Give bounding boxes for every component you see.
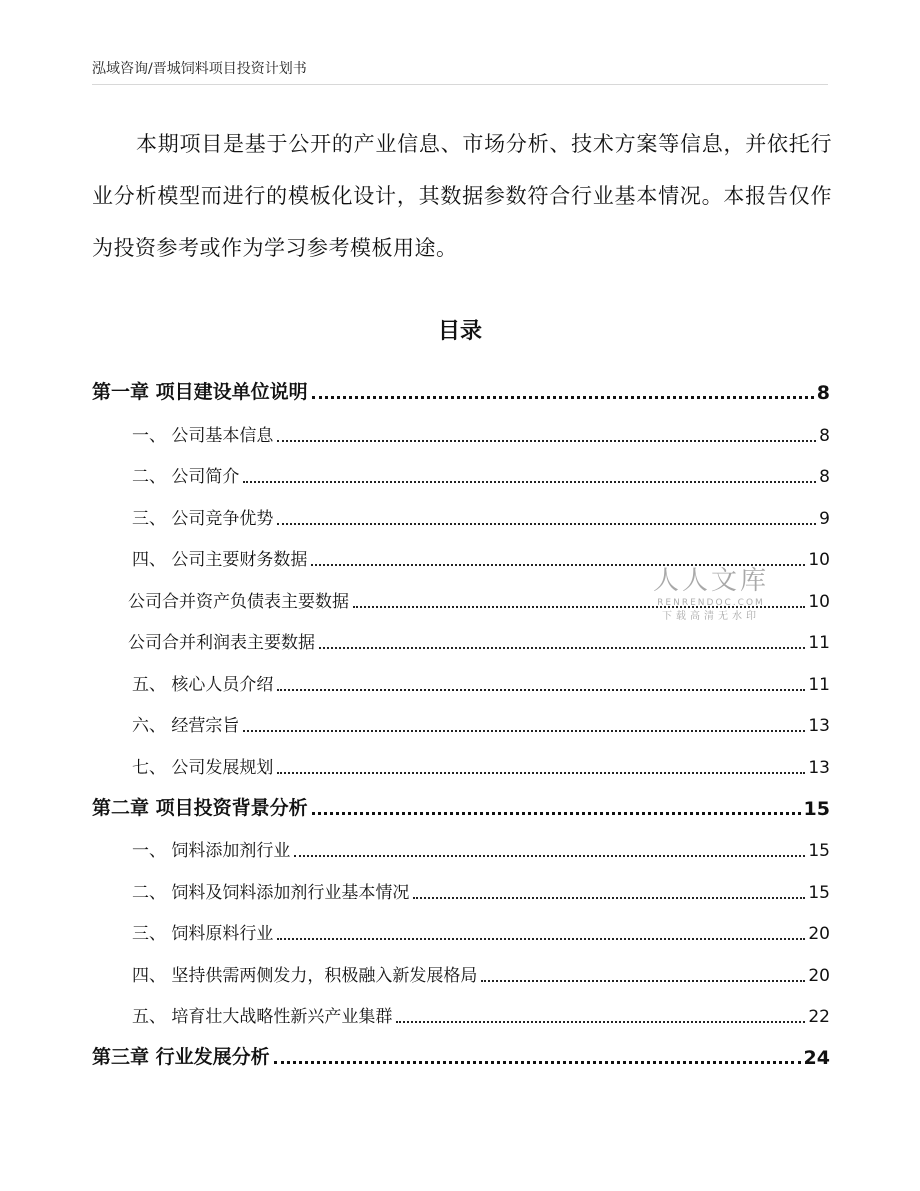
toc-leader-dots — [312, 812, 801, 815]
toc-page-number: 15 — [803, 797, 830, 820]
toc-entry-label: 二、 公司简介 — [132, 467, 240, 487]
toc-leader-dots — [353, 606, 805, 608]
toc-entry[interactable] — [92, 616, 830, 658]
toc-page-number: 20 — [808, 965, 830, 986]
toc-entry-label: 公司合并利润表主要数据 — [128, 633, 315, 653]
toc-entry-label: 四、 坚持供需两侧发力，积极融入新发展格局 — [132, 965, 478, 986]
toc-leader-dots — [243, 730, 805, 732]
toc-leader-dots — [413, 897, 805, 899]
toc-entry-label: 三、 饲料原料行业 — [132, 924, 274, 944]
toc-entry-label: 第二章 项目投资背景分析 — [92, 796, 308, 819]
toc-entry-label: 五、 培育壮大战略性新兴产业集群 — [132, 1007, 393, 1027]
toc-entry-label: 公司合并资产负债表主要数据 — [128, 591, 349, 612]
toc-leader-dots — [277, 689, 805, 691]
toc-leader-dots — [294, 855, 805, 857]
toc-page-number: 15 — [808, 882, 830, 903]
table-of-contents — [92, 366, 830, 1073]
toc-page-number: 8 — [819, 425, 830, 446]
toc-entry[interactable] — [92, 740, 830, 782]
toc-title: 目录 — [437, 319, 482, 344]
toc-entry-label: 一、 饲料添加剂行业 — [132, 841, 291, 861]
toc-chapter-3[interactable] — [92, 1031, 830, 1073]
toc-entry-label: 五、 核心人员介绍 — [132, 674, 274, 695]
toc-entry[interactable] — [92, 450, 830, 492]
toc-leader-dots — [319, 647, 805, 649]
toc-entry-label: 四、 公司主要财务数据 — [132, 550, 308, 570]
toc-page-number: 11 — [808, 633, 830, 653]
toc-page-number: 9 — [819, 508, 830, 529]
toc-page-number: 13 — [808, 716, 830, 736]
toc-leader-dots — [481, 980, 805, 982]
toc-leader-dots — [274, 1061, 801, 1064]
toc-leader-dots — [243, 481, 816, 483]
header-rule — [92, 84, 828, 85]
toc-leader-dots — [312, 396, 814, 399]
toc-page-number: 22 — [808, 1007, 830, 1027]
toc-page-number: 11 — [808, 674, 830, 695]
toc-entry-label: 第一章 项目建设单位说明 — [92, 381, 308, 403]
toc-page-number: 8 — [816, 382, 830, 404]
toc-entry[interactable] — [92, 657, 830, 699]
toc-entry[interactable] — [92, 824, 830, 866]
toc-entry[interactable] — [92, 574, 830, 616]
toc-entry-label: 六、 经营宗旨 — [132, 716, 240, 736]
toc-entry[interactable] — [92, 408, 830, 450]
toc-leader-dots — [277, 772, 805, 774]
toc-entry[interactable] — [92, 533, 830, 575]
toc-leader-dots — [277, 938, 805, 940]
toc-page-number: 13 — [808, 757, 830, 778]
toc-entry[interactable] — [92, 699, 830, 741]
toc-chapter-2[interactable] — [92, 782, 830, 824]
toc-entry[interactable] — [92, 491, 830, 533]
watermark-logo-text: 人人文库 — [652, 566, 769, 596]
toc-leader-dots — [311, 564, 805, 566]
toc-entry[interactable] — [92, 907, 830, 949]
toc-chapter-1[interactable] — [92, 366, 830, 408]
toc-leader-dots — [396, 1021, 805, 1023]
toc-page-number: 8 — [819, 467, 830, 487]
intro-paragraph: 本期项目是基于公开的产业信息、市场分析、技术方案等信息，并依托行业分析模型而进行的模板化设计，其数据参数符合行业基本情况。本报告仅作为投资参考或作为学习参考模板用途。 — [92, 132, 832, 260]
toc-page-number: 10 — [808, 591, 830, 612]
watermark-tagline: 下载高清无水印 — [662, 611, 760, 622]
toc-entry[interactable] — [92, 990, 830, 1032]
watermark-url: RENRENDOC.COM — [657, 598, 765, 608]
toc-page-number: 15 — [808, 841, 830, 861]
toc-entry[interactable] — [92, 865, 830, 907]
toc-entry-label: 七、 公司发展规划 — [132, 757, 274, 778]
toc-entry-label: 一、 公司基本信息 — [132, 425, 274, 446]
toc-page-number: 10 — [808, 550, 830, 570]
toc-page-number: 20 — [808, 924, 830, 944]
toc-page-number: 24 — [803, 1047, 830, 1069]
toc-leader-dots — [277, 523, 816, 525]
toc-entry-label: 三、 公司竞争优势 — [132, 508, 274, 529]
toc-entry[interactable] — [92, 948, 830, 990]
toc-entry-label: 第三章 行业发展分析 — [92, 1046, 270, 1068]
running-header: 泓域咨询/晋城饲料项目投资计划书 — [92, 61, 307, 77]
toc-entry-label: 二、 饲料及饲料添加剂行业基本情况 — [132, 882, 410, 903]
toc-leader-dots — [277, 440, 816, 442]
